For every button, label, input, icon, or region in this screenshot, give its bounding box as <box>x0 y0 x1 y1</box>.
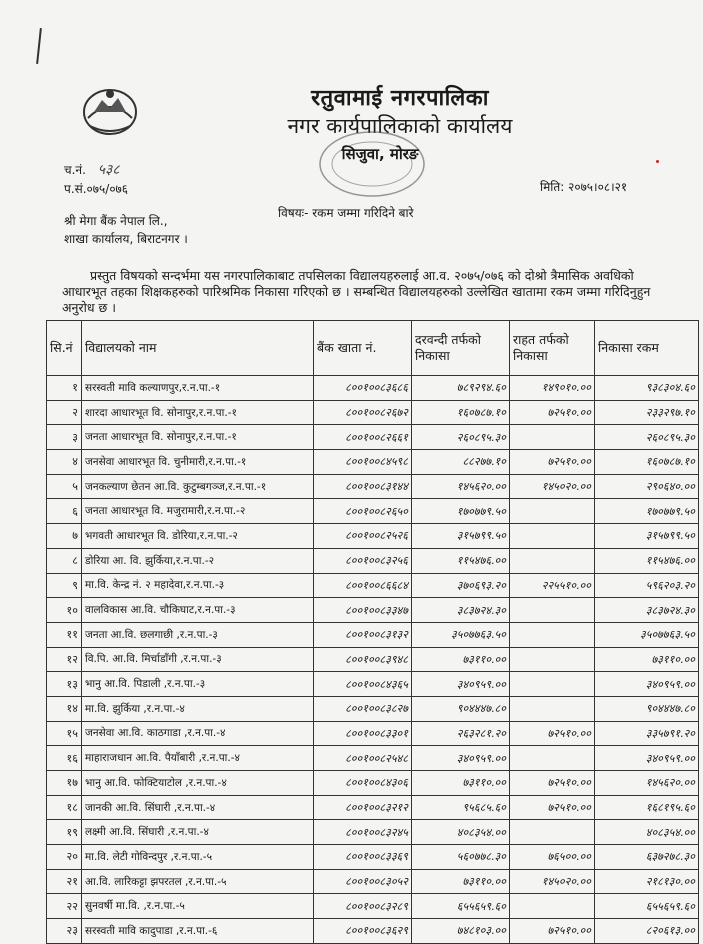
table-row <box>47 696 699 721</box>
cell-bank-account: ८००१००८३६२९ <box>314 919 412 944</box>
table-row <box>47 894 699 919</box>
cell-nikasa-amount: ४०८३५४.०० <box>595 820 699 845</box>
table-row <box>47 746 699 771</box>
cell-darbandi-amount: ९०४४४७.८० <box>412 696 510 721</box>
cell-school-name: वालविकास आ.वि. चौकिघाट,र.न.पा.-३ <box>82 598 314 623</box>
cell-sn: ७ <box>47 524 82 549</box>
cell-school-name: भगवती आधारभूत वि. डोरिया,र.न.पा.-२ <box>82 524 314 549</box>
government-emblem-icon <box>80 82 140 138</box>
cell-darbandi-amount: १४५६२०.०० <box>412 474 510 499</box>
cell-sn: १८ <box>47 795 82 820</box>
cell-rahat-amount <box>510 425 595 450</box>
cell-bank-account: ८००१००८३३६९ <box>314 845 412 870</box>
table-row <box>47 647 699 672</box>
cell-nikasa-amount: २६०८९५.३० <box>595 425 699 450</box>
cell-sn: १६ <box>47 746 82 771</box>
cell-sn: २२ <box>47 894 82 919</box>
cell-rahat-amount: ७२५१०.०० <box>510 919 595 944</box>
cell-darbandi-amount: ७४८१०३.०० <box>412 919 510 944</box>
cell-bank-account: ८००१००८३१३२ <box>314 622 412 647</box>
cell-bank-account: ८००१००८२६७२ <box>314 400 412 425</box>
reference-number <box>64 160 120 179</box>
table-row <box>47 524 699 549</box>
cell-bank-account: ८००१००८३९४८ <box>314 647 412 672</box>
cell-nikasa-amount: १६०७८७.१० <box>595 450 699 475</box>
cell-nikasa-amount: १७०७७९.५० <box>595 499 699 524</box>
cell-school-name: मा.वि. केन्द्र नं. २ महादेवा,र.न.पा.-३ <box>82 573 314 598</box>
cell-darbandi-amount: ३१५७९९.५० <box>412 524 510 549</box>
cell-nikasa-amount: १६८१९५.६० <box>595 795 699 820</box>
ref-no-value: ५३८ <box>97 162 120 178</box>
cell-sn: १० <box>47 598 82 623</box>
table-row <box>47 820 699 845</box>
cell-bank-account: ८००१००८३२५६ <box>314 548 412 573</box>
cell-rahat-amount: ७२५१०.०० <box>510 795 595 820</box>
cell-rahat-amount: ७२५१०.०० <box>510 721 595 746</box>
cell-rahat-amount <box>510 894 595 919</box>
cell-school-name: शारदा आधारभूत वि. सोनापुर,र.न.पा.-१ <box>82 400 314 425</box>
cell-school-name: सरस्वती मावि कल्याणपुर,र.न.पा.-१ <box>82 376 314 401</box>
cell-darbandi-amount: २६३२८१.२० <box>412 721 510 746</box>
cell-nikasa-amount: ३१५७९९.५० <box>595 524 699 549</box>
cell-sn: २० <box>47 845 82 870</box>
cell-rahat-amount <box>510 820 595 845</box>
cell-bank-account: ८००१००८३६८६ <box>314 376 412 401</box>
cell-nikasa-amount: ५९६२०३.२० <box>595 573 699 598</box>
cell-darbandi-amount: ९५६८५.६० <box>412 795 510 820</box>
cell-school-name: लक्ष्मी आ.वि. सिंघारी ,र.न.पा.-४ <box>82 820 314 845</box>
cell-rahat-amount <box>510 524 595 549</box>
cell-darbandi-amount: ३४०९५९.०० <box>412 746 510 771</box>
cell-sn: ६ <box>47 499 82 524</box>
letter-date: मिति: २०७५।०८।२१ <box>540 180 628 194</box>
cell-school-name: जानकी आ.वि. सिंघारी ,र.न.पा.-४ <box>82 795 314 820</box>
cell-rahat-amount: १४५०२०.०० <box>510 474 595 499</box>
cell-rahat-amount <box>510 746 595 771</box>
cell-darbandi-amount: ७३११०.०० <box>412 647 510 672</box>
cell-bank-account: ८००१००८४३०६ <box>314 771 412 796</box>
col-header-rahat: राहत तर्फको निकासा <box>510 321 595 376</box>
table-row <box>47 919 699 944</box>
cell-sn: १२ <box>47 647 82 672</box>
cell-nikasa-amount: ३४०९५९.०० <box>595 672 699 697</box>
cell-rahat-amount: १४९०१०.०० <box>510 376 595 401</box>
cell-rahat-amount <box>510 499 595 524</box>
cell-school-name: आ.वि. लारिकट्टा झपरतल ,र.न.पा.-५ <box>82 869 314 894</box>
cell-darbandi-amount: ४०८३५४.०० <box>412 820 510 845</box>
cell-school-name: सरस्वती मावि कादुपाडा ,र.न.पा.-६ <box>82 919 314 944</box>
cell-darbandi-amount: ६५५६५९.६० <box>412 894 510 919</box>
cell-sn: ३ <box>47 425 82 450</box>
cell-school-name: माहाराजधान आ.वि. पैयाँबारी ,र.न.पा.-४ <box>82 746 314 771</box>
table-row <box>47 450 699 475</box>
cell-nikasa-amount: ११५४७६.०० <box>595 548 699 573</box>
cell-sn: १७ <box>47 771 82 796</box>
cell-rahat-amount: ७२५१०.०० <box>510 400 595 425</box>
cell-nikasa-amount: ७३११०.०० <box>595 647 699 672</box>
table-row <box>47 869 699 894</box>
table-body <box>47 376 699 944</box>
cell-nikasa-amount: ३५०७७६३.५० <box>595 622 699 647</box>
cell-nikasa-amount: ६५५६५९.६० <box>595 894 699 919</box>
cell-darbandi-amount: ७३११०.०० <box>412 869 510 894</box>
cell-rahat-amount <box>510 672 595 697</box>
table-row <box>47 573 699 598</box>
cell-nikasa-amount: ९३८३०४.६० <box>595 376 699 401</box>
col-header-name: विद्यालयको नाम <box>82 321 314 376</box>
cell-sn: २ <box>47 400 82 425</box>
cell-school-name: वि.पि. आ.वि. मिर्चाडाँगी ,र.न.पा.-३ <box>82 647 314 672</box>
cell-nikasa-amount: ३३५७९१.२० <box>595 721 699 746</box>
cell-darbandi-amount: ३८३७२४.३० <box>412 598 510 623</box>
cell-sn: ९ <box>47 573 82 598</box>
table-row <box>47 795 699 820</box>
cell-school-name: भानु आ.वि. फोक्टियाटोल ,र.न.पा.-४ <box>82 771 314 796</box>
cell-bank-account: ८००१००८२६६१ <box>314 425 412 450</box>
cell-darbandi-amount: ५६०७७८.३० <box>412 845 510 870</box>
cell-nikasa-amount: ३८३७२४.३० <box>595 598 699 623</box>
school-payment-table <box>46 320 699 944</box>
table-row <box>47 474 699 499</box>
ref-no-label: च.नं. <box>64 163 86 177</box>
col-header-sn: सि.नं <box>47 321 82 376</box>
cell-sn: १४ <box>47 696 82 721</box>
office-place: सिजुवा, मोरङ <box>341 145 419 163</box>
col-header-darbandi: दरवन्दी तर्फको निकासा <box>412 321 510 376</box>
cell-rahat-amount <box>510 622 595 647</box>
municipality-title: रतुवामाई नगरपालिका <box>311 86 489 111</box>
cell-rahat-amount: ७२५१०.०० <box>510 450 595 475</box>
cell-darbandi-amount: ११५४७६.०० <box>412 548 510 573</box>
cell-school-name: जनसेवा आधारभूत वि. चुनीमारी,र.न.पा.-१ <box>82 450 314 475</box>
cell-darbandi-amount: २६०८९५.३० <box>412 425 510 450</box>
cell-rahat-amount <box>510 598 595 623</box>
col-header-bank: बैंक खाता नं. <box>314 321 412 376</box>
cell-darbandi-amount: १७०७७९.५० <box>412 499 510 524</box>
cell-bank-account: ८००१००८३२१२ <box>314 795 412 820</box>
cell-bank-account: ८००१००८६६८४ <box>314 573 412 598</box>
fiscal-year-ref: प.सं.०७५/०७६ <box>64 182 129 196</box>
cell-darbandi-amount: ७३११०.०० <box>412 771 510 796</box>
table-row <box>47 845 699 870</box>
cell-nikasa-amount: ८२०६१३.०० <box>595 919 699 944</box>
cell-bank-account: ८००१००८३२४५ <box>314 820 412 845</box>
cell-rahat-amount: ७२५१०.०० <box>510 771 595 796</box>
cell-bank-account: ८००१००८३२८९ <box>314 894 412 919</box>
cell-school-name: जनता आधारभूत वि. मजुरामारी,र.न.पा.-२ <box>82 499 314 524</box>
cell-bank-account: ८००१००८२५२६ <box>314 524 412 549</box>
cell-darbandi-amount: ३७०६९३.२० <box>412 573 510 598</box>
cell-sn: १५ <box>47 721 82 746</box>
cell-nikasa-amount: २१८१३०.०० <box>595 869 699 894</box>
office-title: नगर कार्यपालिकाको कार्यालय <box>287 114 513 138</box>
cell-sn: २१ <box>47 869 82 894</box>
cell-bank-account: ८००१००८३१४४ <box>314 474 412 499</box>
table-row <box>47 548 699 573</box>
cell-school-name: भानु आ.वि. पिडाली ,र.न.पा.-३ <box>82 672 314 697</box>
col-header-nikasa: निकासा रकम <box>595 321 699 376</box>
table-row <box>47 425 699 450</box>
red-dot <box>656 160 659 163</box>
cell-bank-account: ८००१००८२५४८ <box>314 746 412 771</box>
table-row <box>47 622 699 647</box>
cell-rahat-amount <box>510 696 595 721</box>
cell-nikasa-amount: ६३७२७८.३० <box>595 845 699 870</box>
letter-body: प्रस्तुत विषयको सन्दर्भमा यस नगरपालिकाबाट तपसिलका विद्यालयहरुलाई आ.व. २०७५/०७६ को दोश्रो त्रैमासिक अवधिको आधारभूत तहका शिक्षकहरुको पारिश्रमिक निकासा गरिएको छ । सम्बन्धित विद्यालयहरुको उल्लेखित खातामा रकम जम्मा गरिदिनुहुन अनुरोध छ । <box>62 268 651 315</box>
cell-rahat-amount: २२५५१०.०० <box>510 573 595 598</box>
cell-darbandi-amount: ३४०९५९.०० <box>412 672 510 697</box>
cell-rahat-amount <box>510 647 595 672</box>
cell-bank-account: ८००१००८३०५२ <box>314 869 412 894</box>
cell-bank-account: ८००१००८२६५० <box>314 499 412 524</box>
cell-bank-account: ८००१००८३८२७ <box>314 696 412 721</box>
office-stamp-icon <box>312 128 432 200</box>
cell-rahat-amount: १४५०२०.०० <box>510 869 595 894</box>
pen-mark <box>36 28 42 64</box>
cell-darbandi-amount: ३५०७७६३.५० <box>412 622 510 647</box>
cell-school-name: जनकल्याण छेतन आ.वि. कुटुम्बगञ्ज,र.न.पा.-१ <box>82 474 314 499</box>
letter-subject: विषयः- रकम जम्मा गरिदिने बारे <box>278 206 414 220</box>
cell-bank-account: ८००१००८३३०१ <box>314 721 412 746</box>
cell-sn: १९ <box>47 820 82 845</box>
cell-school-name: सुनवर्षी मा.वि. ,र.न.पा.-५ <box>82 894 314 919</box>
cell-rahat-amount <box>510 548 595 573</box>
table-row <box>47 376 699 401</box>
table-row <box>47 721 699 746</box>
table-header-row <box>47 321 699 376</box>
table-row <box>47 771 699 796</box>
cell-sn: २३ <box>47 919 82 944</box>
cell-school-name: मा.वि. लेटी गोविन्दपुर ,र.न.पा.-५ <box>82 845 314 870</box>
cell-school-name: जनता आधारभूत वि. सोनापुर,र.न.पा.-१ <box>82 425 314 450</box>
table-row <box>47 598 699 623</box>
cell-sn: ४ <box>47 450 82 475</box>
cell-bank-account: ८००१००८३३४७ <box>314 598 412 623</box>
cell-nikasa-amount: ९०४४४७.८० <box>595 696 699 721</box>
table-row <box>47 400 699 425</box>
cell-nikasa-amount: १४५६२०.०० <box>595 771 699 796</box>
cell-sn: १ <box>47 376 82 401</box>
cell-school-name: डोरिया आ. वि. झुर्किया,र.न.पा.-२ <box>82 548 314 573</box>
cell-sn: ११ <box>47 622 82 647</box>
cell-nikasa-amount: ३४०९५९.०० <box>595 746 699 771</box>
cell-darbandi-amount: ७८९२९४.६० <box>412 376 510 401</box>
cell-darbandi-amount: ८८२७७.१० <box>412 450 510 475</box>
cell-bank-account: ८००१००८४५९८ <box>314 450 412 475</box>
recipient-branch: शाखा कार्यालय, बिराटनगर । <box>64 232 188 246</box>
cell-nikasa-amount: २९०६४०.०० <box>595 474 699 499</box>
table-row <box>47 499 699 524</box>
cell-sn: १३ <box>47 672 82 697</box>
recipient-name: श्री मेगा बैंक नेपाल लि., <box>64 214 168 228</box>
cell-darbandi-amount: १६०७८७.१० <box>412 400 510 425</box>
table-row <box>47 672 699 697</box>
cell-nikasa-amount: २३३२९७.१० <box>595 400 699 425</box>
cell-sn: ५ <box>47 474 82 499</box>
cell-school-name: जनसेवा आ.वि. काठगाडा ,र.न.पा.-४ <box>82 721 314 746</box>
cell-sn: ८ <box>47 548 82 573</box>
cell-rahat-amount: ७६५००.०० <box>510 845 595 870</box>
cell-school-name: जनता आ.वि. छलगाछी ,र.न.पा.-३ <box>82 622 314 647</box>
cell-bank-account: ८००१००८४३६५ <box>314 672 412 697</box>
cell-school-name: मा.वि. झुर्किया ,र.न.पा.-४ <box>82 696 314 721</box>
